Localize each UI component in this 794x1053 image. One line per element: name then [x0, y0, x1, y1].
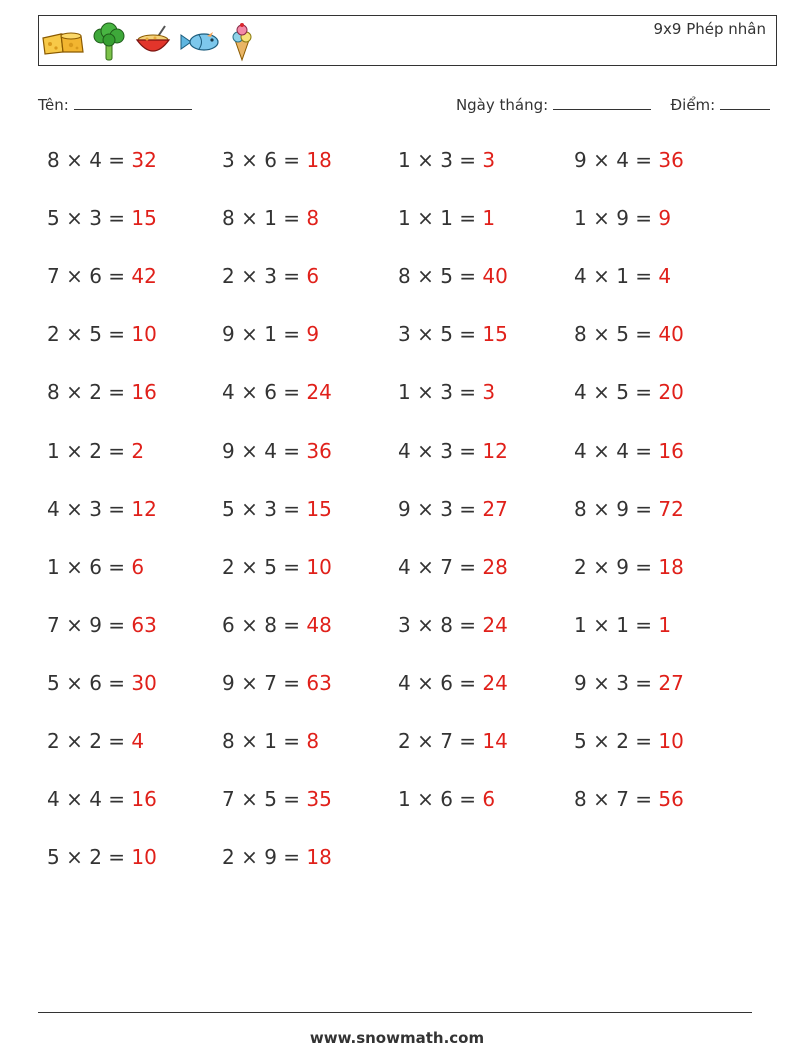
problem-answer: 18 — [306, 148, 332, 172]
problem-question: 9 × 7 = — [222, 670, 307, 695]
problem-item — [574, 322, 684, 346]
problem-item — [222, 555, 332, 579]
problem-item — [398, 497, 508, 521]
problem-question: 2 × 9 = — [574, 554, 659, 579]
date-score-group — [456, 94, 770, 114]
bowl-icon — [133, 24, 173, 60]
problem-answer: 1 — [482, 206, 496, 231]
problem-item — [398, 206, 495, 230]
problem-answer: 4 — [131, 729, 145, 753]
problem-answer: 16 — [131, 787, 157, 812]
footer-divider — [38, 1012, 752, 1013]
problem-item — [398, 787, 495, 811]
problem-item — [47, 729, 144, 753]
problem-answer: 63 — [131, 612, 157, 637]
problem-answer: 42 — [131, 264, 157, 289]
problem-item — [47, 439, 144, 463]
problem-question: 1 × 3 = — [398, 380, 483, 405]
problem-answer: 20 — [658, 380, 684, 405]
worksheet-title: 9x9 Phép nhân — [653, 20, 766, 38]
problem-item — [398, 729, 508, 753]
problem-question: 4 × 3 = — [47, 496, 132, 521]
problem-item — [574, 148, 684, 172]
problem-item — [222, 671, 332, 695]
problem-question: 7 × 6 = — [47, 264, 132, 289]
footer-website: www.snowmath.com — [309, 1029, 485, 1047]
problem-answer: 24 — [482, 612, 508, 637]
problem-answer: 28 — [482, 554, 508, 579]
problem-answer: 14 — [482, 729, 508, 753]
problem-question: 3 × 5 = — [398, 322, 483, 347]
problem-question: 2 × 5 = — [222, 554, 307, 579]
problem-answer: 30 — [131, 670, 157, 695]
problem-answer: 18 — [658, 554, 684, 579]
problem-question: 7 × 5 = — [222, 787, 307, 812]
problem-question: 3 × 6 = — [222, 148, 307, 172]
problem-question: 8 × 9 = — [574, 496, 659, 521]
problem-answer: 15 — [482, 322, 508, 347]
problem-question: 9 × 4 = — [574, 148, 659, 172]
problem-answer: 15 — [306, 496, 332, 521]
problem-item — [398, 671, 508, 695]
problem-question: 2 × 2 = — [47, 729, 132, 753]
problem-answer: 32 — [131, 148, 157, 172]
problem-question: 4 × 6 = — [398, 670, 483, 695]
problem-question: 7 × 9 = — [47, 612, 132, 637]
name-field — [38, 94, 192, 114]
problem-answer: 2 — [131, 438, 145, 463]
problem-answer: 6 — [131, 554, 145, 579]
icon-strip — [41, 22, 257, 62]
problem-answer: 40 — [658, 322, 684, 347]
problem-item — [47, 613, 157, 637]
problem-item — [47, 787, 157, 811]
problem-item — [574, 555, 684, 579]
problem-answer: 16 — [131, 380, 157, 405]
problem-item — [398, 148, 495, 172]
problem-question: 2 × 9 = — [222, 845, 307, 870]
problem-item — [398, 322, 508, 346]
problem-question: 5 × 6 = — [47, 670, 132, 695]
problem-answer: 10 — [131, 322, 157, 347]
problem-item — [574, 380, 684, 404]
problem-answer: 16 — [658, 438, 684, 463]
problem-answer: 10 — [306, 554, 332, 579]
problem-item — [574, 613, 671, 637]
problem-answer: 24 — [306, 380, 332, 405]
problem-question: 8 × 4 = — [47, 148, 132, 172]
problem-answer: 18 — [306, 845, 332, 870]
problem-item — [398, 555, 508, 579]
problem-answer: 6 — [306, 264, 320, 289]
problem-question: 8 × 1 = — [222, 206, 307, 231]
problem-question: 4 × 4 = — [574, 438, 659, 463]
problem-item — [222, 845, 332, 869]
problem-question: 1 × 9 = — [574, 206, 659, 231]
problem-question: 1 × 2 = — [47, 438, 132, 463]
problem-answer: 27 — [658, 670, 684, 695]
problem-answer: 1 — [658, 612, 672, 637]
name-blank — [74, 94, 192, 110]
problem-question: 8 × 1 = — [222, 729, 307, 753]
problem-answer: 35 — [306, 787, 332, 812]
score-label: Điểm: — [670, 96, 716, 114]
problem-item — [398, 439, 508, 463]
problem-answer: 3 — [482, 380, 496, 405]
problem-item — [222, 787, 332, 811]
problem-question: 5 × 2 = — [47, 845, 132, 870]
problem-question: 1 × 1 = — [574, 612, 659, 637]
problem-question: 1 × 3 = — [398, 148, 483, 172]
problem-answer: 15 — [131, 206, 157, 231]
problem-question: 5 × 3 = — [222, 496, 307, 521]
problem-question: 4 × 6 = — [222, 380, 307, 405]
date-label: Ngày tháng: — [455, 96, 549, 114]
problem-item — [47, 671, 157, 695]
problem-item — [574, 497, 684, 521]
problem-question: 5 × 3 = — [47, 206, 132, 231]
problem-question: 9 × 1 = — [222, 322, 307, 347]
problem-question: 3 × 8 = — [398, 612, 483, 637]
problem-item — [222, 264, 319, 288]
problem-answer: 36 — [306, 438, 332, 463]
problem-answer: 72 — [658, 496, 684, 521]
problem-answer: 8 — [306, 729, 320, 753]
problem-item — [222, 380, 332, 404]
problem-item — [398, 264, 508, 288]
problem-question: 2 × 3 = — [222, 264, 307, 289]
score-blank — [720, 94, 770, 110]
date-blank — [553, 94, 651, 110]
problem-answer: 10 — [131, 845, 157, 870]
problem-item — [47, 555, 144, 579]
problem-answer: 12 — [482, 438, 508, 463]
problem-item — [222, 148, 332, 172]
problem-question: 8 × 2 = — [47, 380, 132, 405]
problem-item — [398, 613, 508, 637]
problem-question: 4 × 3 = — [398, 438, 483, 463]
problem-answer: 48 — [306, 612, 332, 637]
problem-question: 5 × 2 = — [574, 729, 659, 753]
problem-item — [574, 439, 684, 463]
ice-cream-icon — [227, 22, 257, 62]
problem-question: 2 × 7 = — [398, 729, 483, 753]
problem-answer: 27 — [482, 496, 508, 521]
problem-question: 9 × 3 = — [398, 496, 483, 521]
problem-question: 1 × 6 = — [47, 554, 132, 579]
problem-question: 8 × 7 = — [574, 787, 659, 812]
problem-item — [574, 206, 671, 230]
problem-item — [574, 729, 684, 753]
problem-answer: 12 — [131, 496, 157, 521]
header-box — [38, 15, 777, 66]
problem-question: 6 × 8 = — [222, 612, 307, 637]
problem-item — [398, 380, 495, 404]
problem-answer: 6 — [482, 787, 496, 812]
problem-question: 2 × 5 = — [47, 322, 132, 347]
problem-answer: 8 — [306, 206, 320, 231]
problem-item — [574, 264, 671, 288]
problem-item — [222, 322, 319, 346]
problem-question: 1 × 6 = — [398, 787, 483, 812]
problem-question: 4 × 1 = — [574, 264, 659, 289]
problem-question: 4 × 4 = — [47, 787, 132, 812]
problem-item — [222, 729, 319, 753]
problem-item — [222, 439, 332, 463]
problem-answer: 3 — [482, 148, 496, 172]
problem-question: 8 × 5 = — [574, 322, 659, 347]
problem-item — [47, 380, 157, 404]
problem-question: 4 × 5 = — [574, 380, 659, 405]
problem-item — [47, 264, 157, 288]
problem-question: 9 × 4 = — [222, 438, 307, 463]
problem-item — [574, 787, 684, 811]
problem-item — [222, 206, 319, 230]
name-label: Tên: — [38, 96, 69, 114]
problem-answer: 9 — [658, 206, 672, 231]
problem-question: 4 × 7 = — [398, 554, 483, 579]
problem-answer: 63 — [306, 670, 332, 695]
problem-question: 8 × 5 = — [398, 264, 483, 289]
problem-item — [47, 148, 157, 172]
problem-item — [222, 497, 332, 521]
problem-answer: 36 — [658, 148, 684, 172]
problem-question: 9 × 3 = — [574, 670, 659, 695]
problem-answer: 24 — [482, 670, 508, 695]
meta-row — [38, 94, 770, 116]
problem-answer: 4 — [658, 264, 672, 289]
problem-item — [47, 497, 157, 521]
fish-icon — [179, 27, 221, 57]
problem-answer: 40 — [482, 264, 508, 289]
problem-question: 1 × 1 = — [398, 206, 483, 231]
problem-answer: 56 — [658, 787, 684, 812]
problem-item — [574, 671, 684, 695]
problem-answer: 9 — [306, 322, 320, 347]
problem-item — [47, 206, 157, 230]
broccoli-icon — [91, 22, 127, 62]
problem-item — [47, 845, 157, 869]
problem-item — [222, 613, 332, 637]
problem-item — [47, 322, 157, 346]
problem-answer: 10 — [658, 729, 684, 753]
cheese-icon — [41, 26, 85, 58]
